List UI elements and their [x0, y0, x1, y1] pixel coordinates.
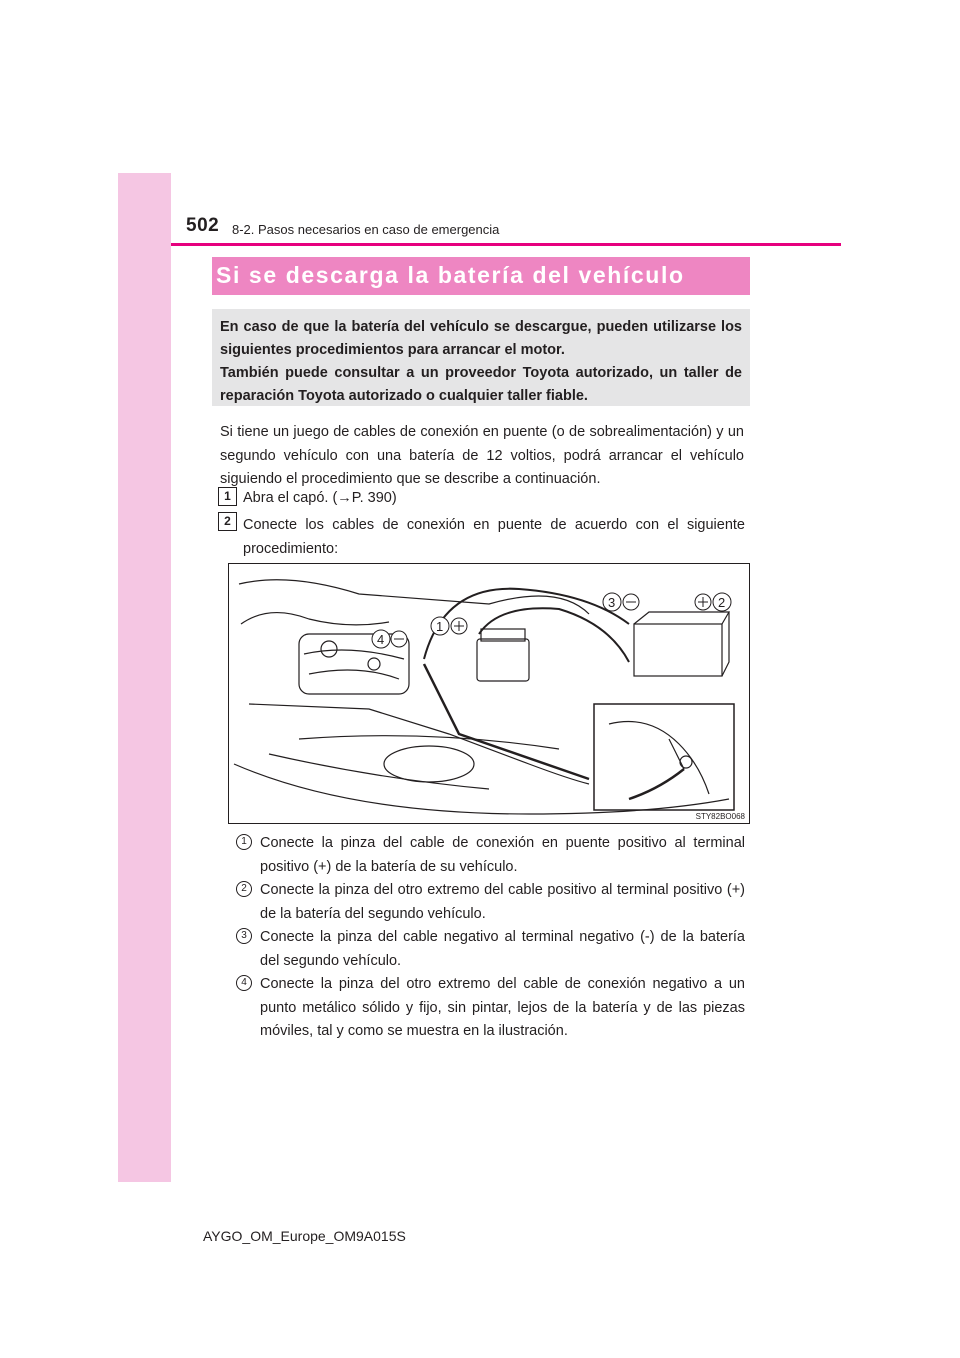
step-text-1: Abra el capó. (→P. 390) — [243, 490, 397, 506]
intro-text — [220, 316, 742, 408]
engine-bay-drawing — [229, 564, 751, 825]
section-tab-sidebar — [118, 173, 171, 1182]
section-reference: 8-2. Pasos necesarios en caso de emergencia — [232, 222, 500, 237]
intro-paragraph: Si tiene un juego de cables de conexión en puente (o de sobrealimentación) y un segundo vehículo con una batería de 12 voltios, podrá arrancar el vehículo siguiendo el procedimiento que se describe a continuación. — [220, 424, 744, 487]
footer-document-code: AYGO_OM_Europe_OM9A015S — [203, 1228, 406, 1244]
callout-3: 3 — [608, 595, 616, 610]
substep-number-1: 1 — [236, 834, 252, 850]
jump-start-illustration — [228, 563, 750, 824]
callout-1: 1 — [436, 619, 444, 634]
substep-number-3: 3 — [236, 928, 252, 944]
intro-line-1: En caso de que la batería del vehículo se descargue, pueden utilizarse los siguientes procedimientos para arrancar el motor. — [220, 319, 742, 358]
step-text-2: Conecte los cables de conexión en puente de acuerdo con el siguiente procedimiento: — [243, 517, 745, 557]
substep-text-3: Conecte la pinza del cable negativo al terminal negativo (-) de la batería del segundo vehículo. — [260, 929, 745, 969]
step-number-1: 1 — [218, 487, 237, 506]
substep-text-1: Conecte la pinza del cable de conexión en puente positivo al terminal positivo (+) de la batería de su vehículo. — [260, 835, 745, 875]
substep-number-2: 2 — [236, 881, 252, 897]
substep-text-2: Conecte la pinza del otro extremo del cable positivo al terminal positivo (+) de la batería del segundo vehículo. — [260, 882, 745, 922]
substep-text-4: Conecte la pinza del otro extremo del cable de conexión negativo a un punto metálico sólido y fijo, sin pintar, lejos de la batería y de las piezas móviles, tal y como se muestra en la ilustración. — [260, 976, 745, 1039]
step-number-2: 2 — [218, 512, 237, 531]
header-divider — [171, 243, 841, 246]
figure-code: STY82BO068 — [695, 812, 745, 821]
callout-4: 4 — [377, 632, 385, 647]
callout-2: 2 — [718, 595, 726, 610]
intro-line-2: También puede consultar a un proveedor Toyota autorizado, un taller de reparación Toyota autorizado o cualquier taller fiable. — [220, 365, 742, 404]
page-number: 502 — [186, 215, 220, 236]
substep-number-4: 4 — [236, 975, 252, 991]
page-title: Si se descarga la batería del vehículo — [216, 262, 685, 288]
